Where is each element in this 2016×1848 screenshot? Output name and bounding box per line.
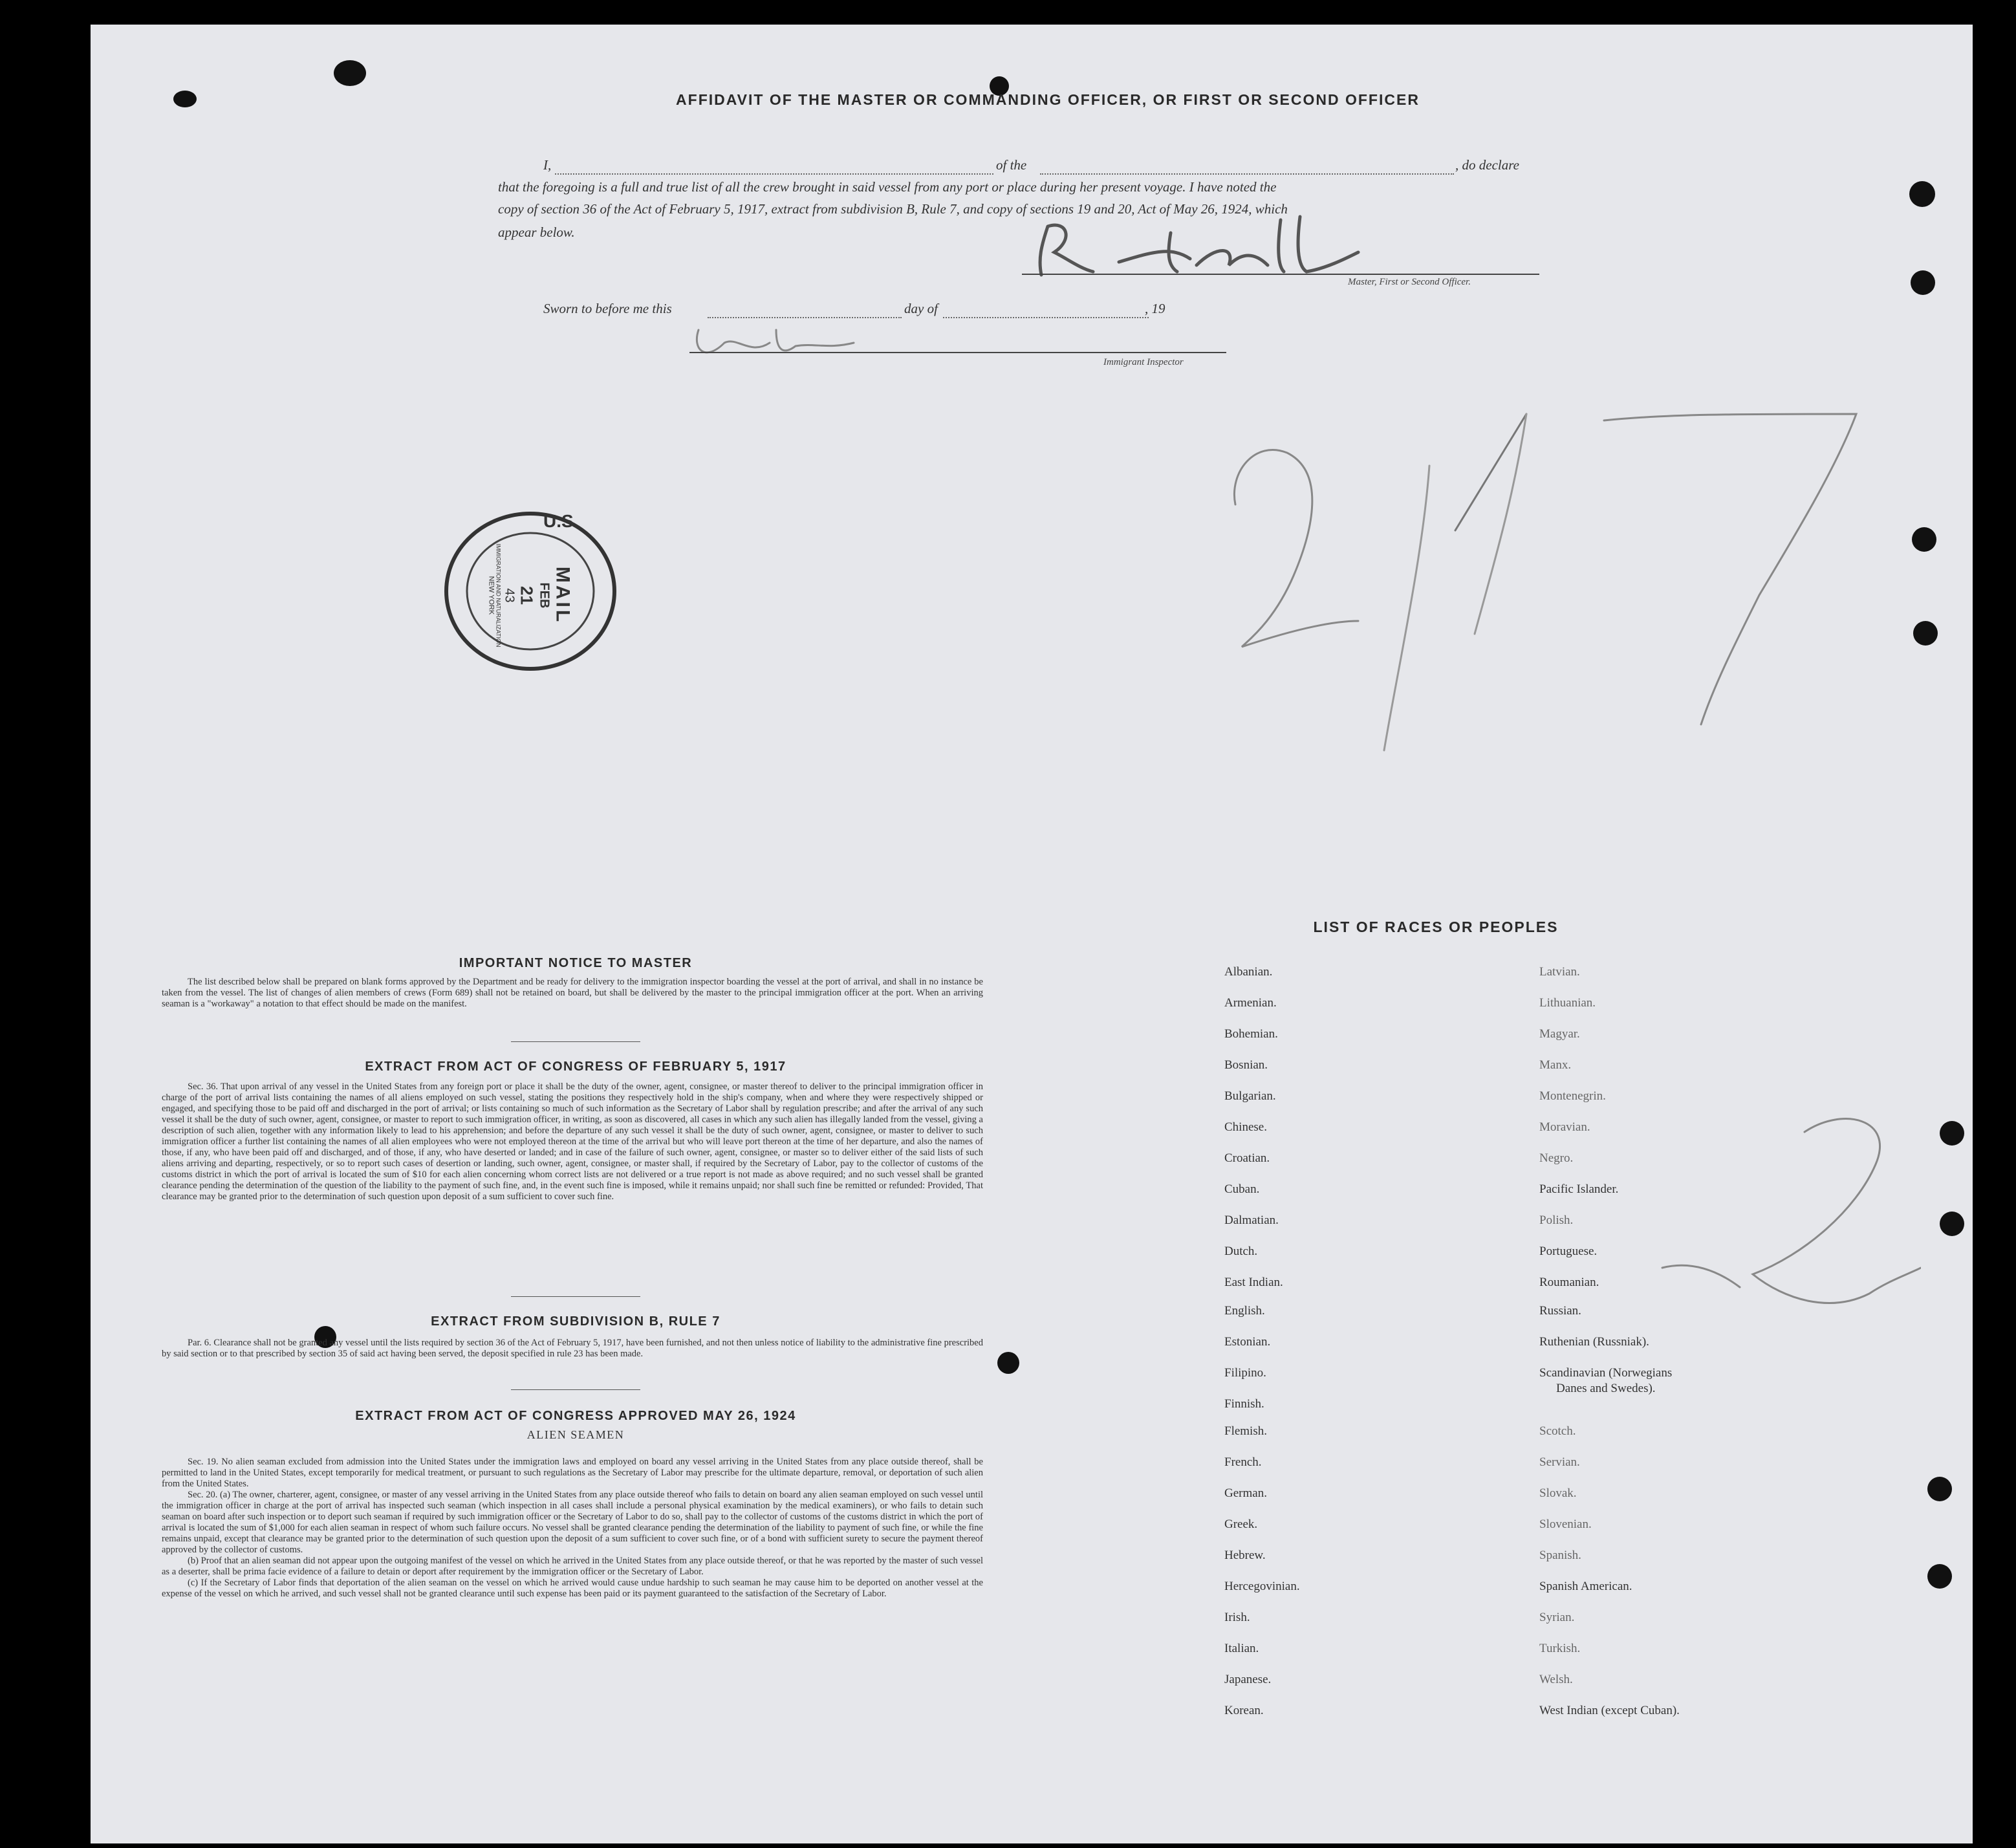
stamp-agency: IMMIGRATION AND NATURALIZATION: [495, 543, 502, 647]
do-declare-label: , do declare: [1455, 157, 1519, 173]
race-left: German.: [1224, 1486, 1267, 1500]
punch-hole: [1940, 1121, 1964, 1146]
sworn-month-field[interactable]: [943, 317, 1149, 318]
inspector-caption: Immigrant Inspector: [1103, 357, 1184, 367]
race-left: Finnish.: [1224, 1397, 1264, 1411]
race-left: Cuban.: [1224, 1182, 1260, 1196]
extract-1924-body: [162, 1457, 983, 1600]
punch-hole: [1927, 1477, 1952, 1501]
race-right: Syrian.: [1539, 1611, 1575, 1624]
race-left: Chinese.: [1224, 1120, 1267, 1134]
race-right: Turkish.: [1539, 1642, 1581, 1655]
separator: [511, 1389, 640, 1390]
race-right: Welsh.: [1539, 1673, 1573, 1686]
sworn-label: Sworn to before me this: [543, 301, 672, 316]
race-left: Italian.: [1224, 1642, 1259, 1655]
race-left: Flemish.: [1224, 1424, 1267, 1438]
extract-1924-sec20a: Sec. 20. (a) The owner, charterer, agent, consignee, or master of any vessel arriving in the United States from any place outside thereof who fails to detain on board any alien seaman employed on such vessel until the immigration officer in charge at the port of arrival has inspected such seaman (which inspection in all cases shall include a personal physical examination by the medical examiners), or who fails to detain such seaman on board after such inspection or to deport such seaman if required by such immigration officer or the Secretary of Labor to do so, shall pay to the collector of customs of the customs district in which the port of arrival is located the sum of $1,000 for each alien seaman in respect of whom such failure occurs. No vessel shall be granted clearance pending the determination of the liability to payment of such fine, or while the fine remains unpaid, except that clearance may be granted prior to the determination of such question upon the deposit of a sum sufficient to cover such fine, or of a bond with sufficient surety to secure the payment thereof approved by the collector of customs.: [162, 1490, 983, 1555]
race-left: Estonian.: [1224, 1335, 1271, 1349]
race-right: Portuguese.: [1539, 1245, 1598, 1258]
race-left: Hebrew.: [1224, 1549, 1266, 1562]
race-right: Magyar.: [1539, 1027, 1580, 1041]
handwritten-page-number: [1216, 401, 1876, 763]
punch-hole: [1912, 527, 1936, 552]
race-left: Armenian.: [1224, 996, 1277, 1010]
affidavit-title: AFFIDAVIT OF THE MASTER OR COMMANDING OFFICER, OR FIRST OR SECOND OFFICER: [676, 91, 1420, 108]
stamp-month: FEB: [537, 582, 552, 609]
race-right: Scandinavian (Norwegians: [1539, 1366, 1673, 1380]
race-left: Dalmatian.: [1224, 1213, 1279, 1227]
stamp-center: [488, 544, 574, 647]
race-right: Montenegrin.: [1539, 1089, 1606, 1103]
race-right: Scotch.: [1539, 1424, 1576, 1438]
punch-hole: [1940, 1212, 1964, 1236]
separator: [511, 1296, 640, 1297]
race-left: East Indian.: [1224, 1276, 1283, 1289]
race-left: Dutch.: [1224, 1245, 1258, 1258]
master-signature: [1022, 207, 1371, 285]
punch-hole: [1913, 621, 1938, 646]
punch-hole: [173, 91, 197, 107]
separator: [511, 1041, 640, 1042]
race-right: Slovenian.: [1539, 1517, 1592, 1531]
extract-1917-title: EXTRACT FROM ACT OF CONGRESS OF FEBRUARY 5, 1917: [365, 1060, 786, 1074]
day-of-label: day of: [904, 301, 938, 316]
punch-hole: [997, 1352, 1019, 1374]
race-left: Hercegovinian.: [1224, 1580, 1300, 1593]
race-right: Ruthenian (Russniak).: [1539, 1335, 1649, 1349]
race-left: Bosnian.: [1224, 1058, 1268, 1072]
race-right: Spanish.: [1539, 1549, 1581, 1562]
race-right: Latvian.: [1539, 965, 1580, 979]
affidavit-body-line3: appear below.: [498, 224, 575, 240]
immigration-stamp: [440, 507, 621, 675]
extract-rule7-text: Par. 6. Clearance shall not be granted any vessel until the lists required by section 36 of the Act of February 5, 1917, have been furnished, and not then unless notice of liability to the administrative fine prescribed by said section or to that prescribed by section 35 of said act having been served, the deposit specified in rule 23 has been made.: [162, 1338, 983, 1359]
race-right: Danes and Swedes).: [1556, 1382, 1656, 1395]
punch-hole: [1927, 1564, 1952, 1589]
race-right: Slovak.: [1539, 1486, 1577, 1500]
race-right: Roumanian.: [1539, 1276, 1599, 1289]
notice-text: The list described below shall be prepared on blank forms approved by the Department and be ready for delivery to the immigration inspector boarding the vessel at the port of arrival, and shall in no instance be taken from the vessel. The list of changes of alien members of crews (Form 689) shall not be retained on board, but shall be delivered by the master to the principal immigration officer at the port. When an arriving seaman is a "workaway" a notation to that effect should be made on the manifest.: [162, 977, 983, 1009]
race-right: Pacific Islander.: [1539, 1182, 1619, 1196]
race-left: Irish.: [1224, 1611, 1250, 1624]
race-right: Lithuanian.: [1539, 996, 1596, 1010]
inspector-signature-line: [689, 352, 1226, 353]
extract-1924-sec19: Sec. 19. No alien seaman excluded from admission into the United States under the immigration laws and employed on board any vessel arriving in the United States from any place outside thereof, shall be permitted to land in the United States, except temporarily for medical treatment, or pursuant to such regulations as the Secretary of Labor may prescribe for the ultimate departure, removal, or deportation of such alien from the United States.: [162, 1457, 983, 1489]
stamp-mail: MAIL: [552, 566, 574, 625]
race-right: Spanish American.: [1539, 1580, 1632, 1593]
race-left: Albanian.: [1224, 965, 1273, 979]
vessel-name-field[interactable]: [1040, 173, 1454, 175]
punch-hole: [1909, 181, 1935, 207]
master-signature-line: [1022, 274, 1539, 275]
race-right: Polish.: [1539, 1213, 1574, 1227]
extract-1924-sec20c: (c) If the Secretary of Labor finds that deportation of the alien seaman on the vessel on which he arrived would cause undue hardship to such seaman he may cause him to be deported on another vessel at the expense of the vessel on which he arrived, and such vessel shall not be granted clearance until such expense has been paid or its payment guaranteed to the satisfaction of the Secretary of Labor.: [162, 1578, 983, 1599]
race-right: Manx.: [1539, 1058, 1572, 1072]
race-left: Greek.: [1224, 1517, 1258, 1531]
affidavit-body-line1: that the foregoing is a full and true list of all the crew brought in said vessel from any port or place during her present voyage. I have noted the: [498, 179, 1277, 195]
race-right: Russian.: [1539, 1304, 1581, 1318]
extract-rule7-title: EXTRACT FROM SUBDIVISION B, RULE 7: [431, 1314, 721, 1329]
race-left: Korean.: [1224, 1704, 1264, 1717]
race-right: Moravian.: [1539, 1120, 1590, 1134]
race-left: Croatian.: [1224, 1151, 1270, 1165]
declarant-name-field[interactable]: [555, 173, 993, 175]
punch-hole: [1911, 270, 1935, 295]
extract-1917-text: Sec. 36. That upon arrival of any vessel in the United States from any foreign port or place it shall be the duty of the owner, agent, consignee, or master thereof to deliver to the principal immigration officer in charge of the port of arrival lists containing the names of all aliens employed on such vessel, stating the positions they respectively hold in the ship's company, when and where they were respectively shipped or engaged, and specifying those to be paid off and discharged in the port of arrival; or lists containing so much of such information as the Secretary of Labor shall by regulation prescribe; and after the arrival of any such vessel it shall be the duty of such owner, agent, consignee, or master to report to such immigration officer, in writing, as soon as discovered, all cases in which any such alien has illegally landed from the vessel, giving a description of such alien, together with any information likely to lead to his apprehension; and before the departure of any such vessel it shall be the duty of such owner, agent, consignee, or master to deliver to such immigration officer a further list containing the names of all alien employees who were not employed thereon at the time of the arrival but who will leave port thereon at the time of her departure, and also the names of those, if any, who have been paid off and discharged, and of those, if any, who have deserted or landed; and in case of the failure of such owner, agent, consignee, or master so to deliver either of the said lists of such aliens arriving and departing, respectively, or so to report such cases of desertion or landing, such owner, agent, consignee, or master shall, if required by the Secretary of Labor, pay to the collector of customs of the customs district in which the port of arrival is located the sum of $10 for each alien concerning whom correct lists are not delivered or a true report is not made as above required; and no such vessel shall be granted clearance pending the determination of the question of the liability to the payment of such fine, and, in the event such fine is imposed, while it remains unpaid; nor shall such fine be remitted or refunded: Provided, That clearance may be granted prior to the determination of such question upon deposit of a sum sufficient to cover such fine.: [162, 1082, 983, 1202]
race-left: French.: [1224, 1455, 1262, 1469]
stamp-city: NEW YORK: [487, 576, 495, 615]
race-left: Bohemian.: [1224, 1027, 1278, 1041]
year-label: , 19: [1145, 301, 1165, 316]
stamp-day: 21: [517, 586, 537, 605]
inspector-signature: [686, 317, 880, 369]
races-title: LIST OF RACES OR PEOPLES: [1313, 919, 1559, 935]
race-left: Bulgarian.: [1224, 1089, 1276, 1103]
race-right: Negro.: [1539, 1151, 1574, 1165]
notice-title: IMPORTANT NOTICE TO MASTER: [459, 956, 693, 970]
punch-hole: [334, 60, 366, 86]
race-left: Filipino.: [1224, 1366, 1266, 1380]
race-left: English.: [1224, 1304, 1265, 1318]
race-right: Servian.: [1539, 1455, 1580, 1469]
stamp-year: 43: [502, 588, 517, 603]
race-left: Japanese.: [1224, 1673, 1272, 1686]
race-right: West Indian (except Cuban).: [1539, 1704, 1680, 1717]
handwritten-digit-2: [1636, 1106, 1921, 1326]
declarant-label: I,: [543, 157, 552, 173]
stamp-ring-text: U.S.: [543, 511, 579, 531]
of-the-label: of the: [996, 157, 1027, 173]
affidavit-body-line2: copy of section 36 of the Act of February 5, 1917, extract from subdivision B, Rule 7, and copy of sections 19 and 20, Act of May 26, 1924, which: [498, 201, 1288, 217]
extract-1924-title: EXTRACT FROM ACT OF CONGRESS APPROVED MAY 26, 1924: [355, 1409, 796, 1423]
extract-1924-sec20b: (b) Proof that an alien seaman did not appear upon the outgoing manifest of the vessel on which he arrived in the United States from any place outside thereof, or that he was reported by the master of such vessel as a deserter, shall be prima facie evidence of a failure to detain or deport after requirement by the immigration officer or the Secretary of Labor.: [162, 1556, 983, 1577]
master-signature-caption: Master, First or Second Officer.: [1348, 277, 1471, 287]
extract-1924-subtitle: ALIEN SEAMEN: [526, 1428, 625, 1441]
